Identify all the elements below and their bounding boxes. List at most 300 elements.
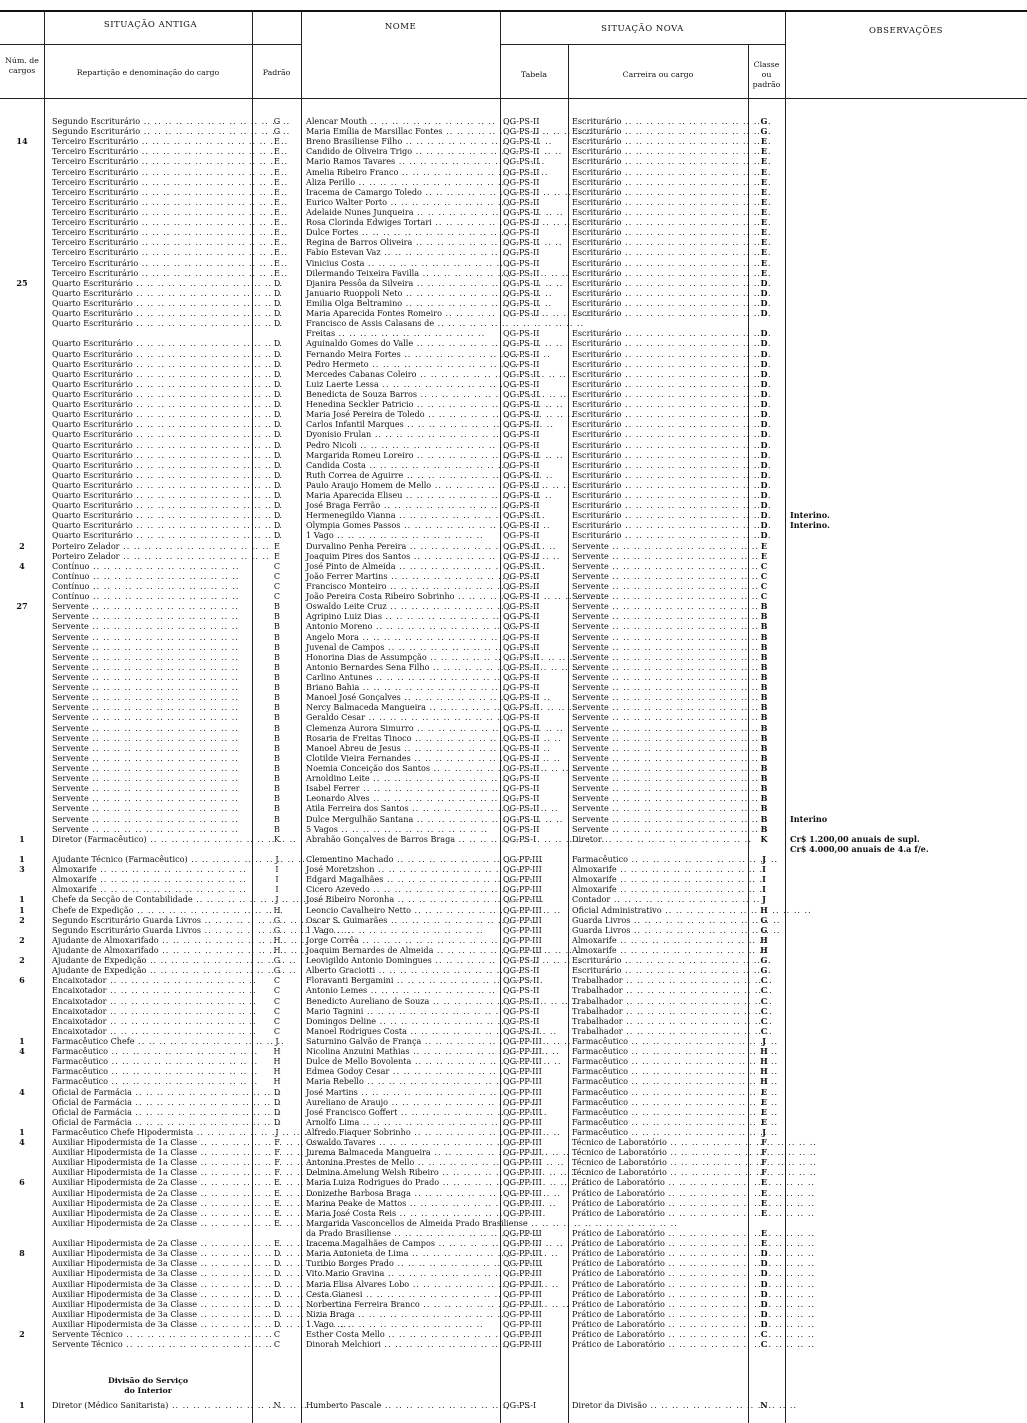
table-row bbox=[0, 328, 1027, 338]
cell-reparticao-cargo: Encaixotador .. .. bbox=[52, 1006, 252, 1016]
cell-carreira-cargo: Diretor .. .. bbox=[572, 834, 748, 844]
cell-classe: D bbox=[760, 348, 768, 359]
cell-classe: E bbox=[760, 176, 768, 187]
cell-classe: B bbox=[760, 601, 768, 612]
cell-reparticao-cargo: Quarto Escriturário .. .. bbox=[52, 308, 252, 318]
cell-carreira-cargo: Trabalhador .. .. bbox=[572, 975, 748, 985]
cell-nome: Benedicta de Souza Barros .. .. bbox=[306, 389, 498, 399]
cell-carreira-cargo: Servente .. .. bbox=[572, 793, 748, 803]
cell-carreira-cargo: Almoxarife .. .. bbox=[572, 945, 748, 955]
cell-reparticao-cargo: Servente .. .. bbox=[52, 652, 252, 662]
cell-classe: C bbox=[760, 1329, 768, 1340]
cell-reparticao-cargo: Quarto Escriturário .. .. bbox=[52, 379, 252, 389]
cell-reparticao-cargo: Terceiro Escriturário .. .. bbox=[52, 247, 252, 257]
cell-carreira-cargo: Escriturário .. .. bbox=[572, 146, 748, 156]
table-row bbox=[0, 702, 1027, 712]
cell-classe: J bbox=[762, 1035, 766, 1046]
cell-classe: D bbox=[760, 277, 768, 288]
cell-padrao: D bbox=[273, 1086, 281, 1097]
cell-tabela: QG-PS-II bbox=[503, 146, 540, 157]
cell-classe: E bbox=[760, 1096, 768, 1107]
cell-classe: E bbox=[760, 550, 768, 561]
table-row bbox=[0, 227, 1027, 237]
cell-carreira-cargo: Servente .. .. bbox=[572, 753, 748, 763]
table-row bbox=[0, 1248, 1027, 1258]
header-situacao-antiga: SITUAÇÃO ANTIGA bbox=[103, 20, 198, 30]
cell-padrao: B bbox=[274, 682, 280, 693]
table-row bbox=[0, 247, 1027, 257]
table-row bbox=[0, 712, 1027, 722]
cell-carreira-cargo: Prático de Laboratório .. .. bbox=[572, 1339, 748, 1349]
table-row bbox=[0, 672, 1027, 682]
cell-tabela: QG-PS-II bbox=[503, 136, 540, 147]
cell-classe: H bbox=[760, 1056, 768, 1067]
cell-nome: 1 Vago .. .. bbox=[306, 530, 498, 540]
cell-reparticao-cargo: Encaixotador .. .. bbox=[52, 985, 252, 995]
cell-carreira-cargo: Farmacêutico .. .. bbox=[572, 1127, 748, 1137]
cell-padrao: B bbox=[274, 631, 280, 642]
cell-padrao: D bbox=[273, 469, 281, 480]
cell-padrao: B bbox=[274, 773, 280, 784]
cell-padrao: B bbox=[274, 702, 280, 713]
cell-reparticao-cargo: Servente .. .. bbox=[52, 692, 252, 702]
cell-tabela: QG-PS-II bbox=[503, 257, 540, 268]
cell-num-cargos: 2 bbox=[19, 1329, 25, 1340]
cell-nome: Geraldo Cesar .. .. bbox=[306, 712, 498, 722]
cell-nome: Jurema Balmaceda Mangueira .. .. bbox=[306, 1147, 498, 1157]
cell-reparticao-cargo: Quarto Escriturário .. .. bbox=[52, 338, 252, 348]
table-row bbox=[0, 733, 1027, 743]
cell-carreira-cargo: Farmacêutico .. .. bbox=[572, 1046, 748, 1056]
cell-tabela: QG-PP-III bbox=[503, 874, 542, 885]
cell-reparticao-cargo: Quarto Escriturário .. .. bbox=[52, 460, 252, 470]
cell-carreira-cargo: Diretor da Divisão .. .. bbox=[572, 1400, 748, 1410]
cell-reparticao-cargo: Servente Técnico .. .. bbox=[52, 1329, 252, 1339]
cell-tabela: QG-PS-II bbox=[503, 409, 540, 420]
cell-tabela: QG-PS-II bbox=[503, 692, 540, 703]
cell-tabela: QG-PS-II bbox=[503, 702, 540, 713]
cell-padrao: J bbox=[275, 1126, 279, 1137]
cell-nome: Aliza Perillo .. .. bbox=[306, 177, 498, 187]
cell-carreira-cargo: Almoxarife .. .. bbox=[572, 935, 748, 945]
table-row bbox=[0, 237, 1027, 247]
cell-tabela: QG-PS-II bbox=[503, 176, 540, 187]
cell-tabela: QG-PP-III bbox=[503, 1278, 542, 1289]
cell-reparticao-cargo: Segundo Escriturário .. .. bbox=[52, 116, 252, 126]
cell-reparticao-cargo: Encaixotador .. .. bbox=[52, 1016, 252, 1026]
cell-carreira-cargo: Escriturário .. .. bbox=[572, 177, 748, 187]
cell-classe: E bbox=[760, 257, 768, 268]
cell-carreira-cargo: Servente .. .. bbox=[572, 814, 748, 824]
cell-tabela: QG-PP-III bbox=[503, 1329, 542, 1340]
cell-tabela: QG-PP-III bbox=[503, 1207, 542, 1218]
cell-tabela: QG-PS-II bbox=[503, 247, 540, 258]
table-row bbox=[0, 935, 1027, 945]
cell-carreira-cargo: Oficial Administrativo .. .. bbox=[572, 905, 748, 915]
table-row bbox=[0, 551, 1027, 561]
cell-carreira-cargo: Farmacêutico .. .. bbox=[572, 1117, 748, 1127]
cell-padrao: G bbox=[273, 965, 281, 976]
cell-num-cargos: 14 bbox=[16, 136, 28, 147]
table-row bbox=[0, 814, 1027, 824]
cell-reparticao-cargo: Auxiliar Hipodermista de 3a Classe .. .. bbox=[52, 1258, 252, 1268]
table-row bbox=[0, 207, 1027, 217]
cell-classe: E bbox=[760, 247, 768, 258]
cell-nome: Paulo Araujo Homem de Mello .. .. bbox=[306, 480, 498, 490]
cell-padrao: N bbox=[273, 1400, 281, 1410]
cell-carreira-cargo: Escriturário .. .. bbox=[572, 328, 748, 338]
cell-tabela: QG-PP-III bbox=[503, 1258, 542, 1269]
table-row bbox=[0, 520, 1027, 530]
cell-carreira-cargo: Servente .. .. bbox=[572, 662, 748, 672]
cell-classe: C bbox=[760, 1005, 768, 1016]
cell-reparticao-cargo: Farmacêutico .. .. bbox=[52, 1046, 252, 1056]
cell-carreira-cargo: Farmacêutico .. .. bbox=[572, 854, 748, 864]
cell-carreira-cargo: Prático de Laboratório .. .. bbox=[572, 1248, 748, 1258]
cell-classe: E bbox=[760, 1116, 768, 1127]
cell-padrao: G bbox=[273, 116, 281, 126]
cell-tabela: QG-PS-II bbox=[503, 227, 540, 238]
cell-carreira-cargo: Servente .. .. bbox=[572, 763, 748, 773]
cell-classe: B bbox=[760, 611, 768, 622]
cell-padrao: D bbox=[273, 399, 281, 410]
cell-carreira-cargo: Prático de Laboratório .. .. bbox=[572, 1208, 748, 1218]
cell-classe: H bbox=[760, 1046, 768, 1057]
cell-nome: Djanira Pessôa da Silveira .. .. bbox=[306, 278, 498, 288]
cell-nome: Delmina Amelung Welsh Ribeiro .. .. bbox=[306, 1167, 498, 1177]
cell-nome: Angelo Mora .. .. bbox=[306, 632, 498, 642]
cell-carreira-cargo: Trabalhador .. .. bbox=[572, 1016, 748, 1026]
cell-classe: B bbox=[760, 641, 768, 652]
cell-padrao: E bbox=[274, 1197, 280, 1208]
cell-tabela: QG-PP-III bbox=[503, 1288, 542, 1299]
cell-reparticao-cargo: Auxiliar Hipodermista de 1a Classe .. .. bbox=[52, 1167, 252, 1177]
cell-classe: B bbox=[760, 631, 768, 642]
cell-classe: D bbox=[760, 520, 768, 531]
table-row bbox=[0, 1097, 1027, 1107]
cell-carreira-cargo: Escriturário .. .. bbox=[572, 520, 748, 530]
cell-nome: Vinicius Costa .. .. bbox=[306, 258, 498, 268]
cell-carreira-cargo: Servente .. .. bbox=[572, 803, 748, 813]
cell-carreira-cargo: Escriturário .. .. bbox=[572, 207, 748, 217]
cell-tabela: QG-PP-III bbox=[503, 853, 542, 864]
cell-nome: Leoncio Cavalheiro Netto .. .. bbox=[306, 905, 498, 915]
cell-reparticao-cargo: Terceiro Escriturário .. .. bbox=[52, 237, 252, 247]
cell-carreira-cargo: Escriturário .. .. bbox=[572, 227, 748, 237]
cell-padrao: C bbox=[273, 985, 281, 996]
cell-tabela: QG-PP-III bbox=[503, 1076, 542, 1087]
cell-reparticao-cargo: Segundo Escriturário Guarda Livros .. .. bbox=[52, 925, 252, 935]
cell-nome: José Moretzshon .. .. bbox=[306, 864, 498, 874]
cell-tabela: QG-PS-II bbox=[503, 510, 540, 521]
cell-nome: Januario Ruoppoli Neto .. .. bbox=[306, 288, 498, 298]
cell-reparticao-cargo: Auxiliar Hipodermista de 3a Classe .. .. bbox=[52, 1248, 252, 1258]
table-row bbox=[0, 996, 1027, 1006]
table-row bbox=[0, 1198, 1027, 1208]
cell-carreira-cargo: Almoxarife .. .. bbox=[572, 864, 748, 874]
cell-carreira-cargo: Escriturário .. .. bbox=[572, 126, 748, 136]
cell-carreira-cargo: Prático de Laboratório .. .. bbox=[572, 1289, 748, 1299]
cell-nome: Dulce de Mello Bovolenta .. .. bbox=[306, 1056, 498, 1066]
cell-tabela: QG-PS-II bbox=[503, 752, 540, 763]
cell-padrao: D bbox=[273, 318, 281, 329]
cell-classe: E bbox=[760, 237, 768, 248]
cell-carreira-cargo: Contador .. .. bbox=[572, 894, 748, 904]
cell-carreira-cargo: Escriturário .. .. bbox=[572, 258, 748, 268]
table-row bbox=[0, 915, 1027, 925]
table-row bbox=[0, 1329, 1027, 1339]
cell-reparticao-cargo: Oficial de Farmácia .. .. bbox=[52, 1087, 252, 1097]
cell-reparticao-cargo: Ajudante de Expedição .. .. bbox=[52, 955, 252, 965]
cell-carreira-cargo: Servente .. .. bbox=[572, 773, 748, 783]
cell-tabela: QG-PP-III bbox=[503, 864, 542, 875]
cell-num-cargos: 8 bbox=[19, 1248, 25, 1259]
cell-reparticao-cargo: Quarto Escriturário .. .. bbox=[52, 440, 252, 450]
cell-padrao: B bbox=[274, 651, 280, 662]
cell-tabela: QG-PP-III bbox=[503, 944, 542, 955]
cell-carreira-cargo: Servente .. .. bbox=[572, 611, 748, 621]
cell-reparticao-cargo: Quarto Escriturário .. .. bbox=[52, 298, 252, 308]
cell-carreira-cargo: Escriturário .. .. bbox=[572, 480, 748, 490]
table-row bbox=[0, 561, 1027, 571]
cell-classe: C bbox=[760, 581, 768, 592]
cell-carreira-cargo: Escriturário .. .. bbox=[572, 268, 748, 278]
cell-classe: C bbox=[760, 570, 768, 581]
table-row bbox=[0, 1208, 1027, 1218]
cell-tabela: QG-PS-II bbox=[503, 601, 540, 612]
cell-tabela: QG-PS-II bbox=[503, 661, 540, 672]
table-row bbox=[0, 359, 1027, 369]
cell-reparticao-cargo: Servente .. .. bbox=[52, 803, 252, 813]
cell-reparticao-cargo: Farmacêutico Chefe Hipodermista .. .. bbox=[52, 1127, 252, 1137]
cell-carreira-cargo: Prático de Laboratório .. .. bbox=[572, 1319, 748, 1329]
cell-padrao: E bbox=[274, 217, 280, 228]
cell-carreira-cargo: Prático de Laboratório .. .. bbox=[572, 1238, 748, 1248]
cell-tabela: QG-PS-II bbox=[503, 126, 540, 137]
cell-nome: Francisco Monteiro .. .. bbox=[306, 581, 498, 591]
table-row bbox=[0, 530, 1027, 540]
cell-nome: Henedina Seckler Patricio .. .. bbox=[306, 399, 498, 409]
header-observacoes: OBSERVAÇÕES bbox=[868, 26, 944, 36]
cell-num-cargos: 2 bbox=[19, 540, 25, 551]
cell-classe: D bbox=[760, 388, 768, 399]
cell-nome: Abrahão Gonçalves de Barros Braga .. .. bbox=[306, 834, 498, 844]
table-row bbox=[0, 985, 1027, 995]
cell-tabela: QG-PP-III bbox=[503, 1339, 542, 1350]
cell-tabela: QG-PP-III bbox=[503, 1228, 542, 1239]
cell-reparticao-cargo: Encaixotador .. .. bbox=[52, 975, 252, 985]
cell-carreira-cargo: Escriturário .. .. bbox=[572, 278, 748, 288]
cell-tabela: QG-PP-III bbox=[503, 914, 542, 925]
cell-tabela: QG-PS-II bbox=[503, 955, 540, 966]
cell-reparticao-cargo: Quarto Escriturário .. .. bbox=[52, 520, 252, 530]
cell-carreira-cargo: Prático de Laboratório .. .. bbox=[572, 1299, 748, 1309]
table-row bbox=[0, 1087, 1027, 1097]
cell-reparticao-cargo: Farmacêutico .. .. bbox=[52, 1076, 252, 1086]
cell-tabela: QG-PS-II bbox=[503, 277, 540, 288]
cell-tabela: QG-PS-II bbox=[503, 388, 540, 399]
cell-padrao: D bbox=[273, 510, 281, 521]
cell-carreira-cargo: Escriturário .. .. bbox=[572, 490, 748, 500]
table-row bbox=[0, 177, 1027, 187]
cell-tabela: QG-PS-II bbox=[503, 682, 540, 693]
table-row bbox=[0, 1127, 1027, 1137]
cell-classe: D bbox=[760, 459, 768, 470]
cell-nome: Honorina Dias de Assumpção .. .. bbox=[306, 652, 498, 662]
cell-padrao: H bbox=[273, 904, 281, 915]
cell-carreira-cargo: Escriturário .. .. bbox=[572, 156, 748, 166]
cell-nome: Edgard Magalhães .. .. bbox=[306, 874, 498, 884]
cell-tabela: QG-PS-II bbox=[503, 1015, 540, 1026]
table-row bbox=[0, 662, 1027, 672]
table-row bbox=[0, 278, 1027, 288]
cell-reparticao-cargo: Auxiliar Hipodermista de 3a Classe .. .. bbox=[52, 1309, 252, 1319]
table-row bbox=[0, 621, 1027, 631]
cell-padrao: D bbox=[273, 429, 281, 440]
table-row bbox=[0, 743, 1027, 753]
cell-reparticao-cargo: Servente .. .. bbox=[52, 773, 252, 783]
cell-reparticao-cargo: Quarto Escriturário .. .. bbox=[52, 409, 252, 419]
cell-carreira-cargo: Prático de Laboratório .. .. bbox=[572, 1279, 748, 1289]
cell-num-cargos: 1 bbox=[19, 1035, 25, 1046]
cell-carreira-cargo: Escriturário .. .. bbox=[572, 308, 748, 318]
table-row bbox=[0, 601, 1027, 611]
cell-reparticao-cargo: Servente .. .. bbox=[52, 783, 252, 793]
cell-tabela: QG-PS-II bbox=[503, 439, 540, 450]
cell-tabela: QG-PP-III bbox=[503, 1056, 542, 1067]
cell-tabela: QG-PS-II bbox=[503, 429, 540, 440]
cell-nome: Nizia Braga .. .. bbox=[306, 1309, 498, 1319]
table-row bbox=[0, 399, 1027, 409]
cell-classe: B bbox=[760, 732, 768, 743]
cell-classe: D bbox=[760, 1278, 768, 1289]
cell-num-cargos: 1 bbox=[19, 1126, 25, 1137]
table-row bbox=[0, 793, 1027, 803]
table-row bbox=[0, 1076, 1027, 1086]
table-row bbox=[0, 1289, 1027, 1299]
cell-reparticao-cargo: Auxiliar Hipodermista de 2a Classe .. .. bbox=[52, 1238, 252, 1248]
cell-tabela: QG-PS-II bbox=[503, 500, 540, 511]
cell-classe: J bbox=[762, 894, 766, 905]
cell-classe: I bbox=[762, 864, 766, 875]
cell-tabela: QG-PS-II bbox=[503, 823, 540, 834]
cell-tabela: QG-PS-II bbox=[503, 287, 540, 298]
table-row bbox=[0, 844, 1027, 854]
cell-padrao: J bbox=[275, 894, 279, 905]
cell-padrao: F bbox=[274, 1137, 280, 1148]
cell-classe: D bbox=[760, 510, 768, 521]
cell-nome: Iracema de Camargo Toledo .. .. bbox=[306, 187, 498, 197]
cell-padrao: C bbox=[273, 995, 281, 1006]
cell-num-cargos: 1 bbox=[19, 853, 25, 864]
top-rule bbox=[0, 10, 1027, 12]
cell-padrao: D bbox=[273, 1288, 281, 1299]
table-row bbox=[0, 803, 1027, 813]
table-row bbox=[0, 419, 1027, 429]
cell-classe: G bbox=[760, 955, 768, 966]
cell-nome: Manoel Abreu de Jesus .. .. bbox=[306, 743, 498, 753]
cell-tabela: QG-PP-III bbox=[503, 924, 542, 935]
cell-nome: Ruth Correa de Aguirre .. .. bbox=[306, 470, 498, 480]
cell-reparticao-cargo: Oficial de Farmácia .. .. bbox=[52, 1107, 252, 1117]
table-row bbox=[0, 723, 1027, 733]
cell-nome: Nercy Balmaceda Mangueira .. .. bbox=[306, 702, 498, 712]
cell-reparticao-cargo: Quarto Escriturário .. .. bbox=[52, 490, 252, 500]
cell-reparticao-cargo: Quarto Escriturário .. .. bbox=[52, 318, 252, 328]
table-row bbox=[0, 440, 1027, 450]
cell-padrao: G bbox=[273, 955, 281, 966]
cell-tabela: QG-PS-II bbox=[503, 1005, 540, 1016]
cell-padrao: D bbox=[273, 1116, 281, 1127]
cell-reparticao-cargo: Auxiliar Hipodermista de 2a Classe .. .. bbox=[52, 1188, 252, 1198]
cell-tabela: QG-PP-III bbox=[503, 1147, 542, 1158]
cell-nome: José Pinto de Almeida .. .. bbox=[306, 561, 498, 571]
cell-carreira-cargo: Escriturário .. .. bbox=[572, 167, 748, 177]
cell-carreira-cargo: Escriturário .. .. bbox=[572, 197, 748, 207]
cell-classe: F bbox=[761, 1167, 767, 1178]
cell-reparticao-cargo: Encaixotador .. .. bbox=[52, 1026, 252, 1036]
cell-nome: Iracema Magalhães de Campos .. .. bbox=[306, 1238, 498, 1248]
cell-nome: Breno Brasiliense Filho .. .. bbox=[306, 136, 498, 146]
cell-reparticao-cargo: Ajudante Técnico (Farmacêutico) .. .. bbox=[52, 854, 252, 864]
cell-carreira-cargo: Almoxarife .. .. bbox=[572, 874, 748, 884]
cell-padrao: J bbox=[275, 1035, 279, 1046]
cell-num-cargos: 1 bbox=[19, 894, 25, 905]
cell-nome: João Ferrer Martins .. .. bbox=[306, 571, 498, 581]
cell-padrao: C bbox=[273, 1339, 281, 1350]
cell-padrao: H bbox=[273, 1066, 281, 1077]
cell-reparticao-cargo: Servente .. .. bbox=[52, 814, 252, 824]
cell-padrao: B bbox=[274, 783, 280, 794]
cell-classe: D bbox=[760, 1268, 768, 1279]
table-row bbox=[0, 429, 1027, 439]
cell-nome: Olympia Gomes Passos .. .. bbox=[306, 520, 498, 530]
cell-carreira-cargo: Servente .. .. bbox=[572, 601, 748, 611]
cell-tabela: QG-PS-II bbox=[503, 763, 540, 773]
cell-padrao: B bbox=[274, 803, 280, 814]
table-row bbox=[0, 156, 1027, 166]
cell-tabela: QG-PP-III bbox=[503, 904, 542, 915]
cell-tabela: QG-PS-II bbox=[503, 328, 540, 339]
cell-nome: Maria José Pereira de Toledo .. .. bbox=[306, 409, 498, 419]
cell-nome: Maria Rebello .. .. bbox=[306, 1076, 498, 1086]
cell-carreira-cargo: Servente .. .. bbox=[572, 581, 748, 591]
cell-reparticao-cargo: Terceiro Escriturário .. .. bbox=[52, 258, 252, 268]
cell-padrao: C bbox=[273, 591, 281, 602]
cell-nome: Fernando Meira Fortes .. .. bbox=[306, 349, 498, 359]
cell-nome: 5 Vagos .. .. bbox=[306, 824, 498, 834]
cell-carreira-cargo: Prático de Laboratório .. .. bbox=[572, 1329, 748, 1339]
cell-reparticao-cargo: Oficial de Farmácia .. .. bbox=[52, 1117, 252, 1127]
cell-classe: I bbox=[762, 884, 766, 895]
cell-reparticao-cargo: Quarto Escriturário .. .. bbox=[52, 359, 252, 369]
cell-num-cargos: 1 bbox=[19, 1400, 25, 1410]
cell-padrao: D bbox=[273, 338, 281, 349]
cell-classe: B bbox=[760, 621, 768, 632]
table-row bbox=[0, 308, 1027, 318]
cell-classe: E bbox=[760, 1177, 768, 1188]
cell-nome: Isabel Ferrer .. .. bbox=[306, 783, 498, 793]
cell-nome: Noemia Conceição dos Santos .. .. bbox=[306, 763, 498, 773]
cell-carreira-cargo: Escriturário .. .. bbox=[572, 379, 748, 389]
cell-padrao: C bbox=[273, 1025, 281, 1036]
cell-padrao: H bbox=[273, 1046, 281, 1057]
cell-carreira-cargo: Escriturário .. .. bbox=[572, 359, 748, 369]
cell-carreira-cargo: Servente .. .. bbox=[572, 652, 748, 662]
cell-carreira-cargo: Técnico de Laboratório .. .. bbox=[572, 1137, 748, 1147]
cell-padrao: D bbox=[273, 388, 281, 399]
cell-reparticao-cargo: Servente .. .. bbox=[52, 632, 252, 642]
